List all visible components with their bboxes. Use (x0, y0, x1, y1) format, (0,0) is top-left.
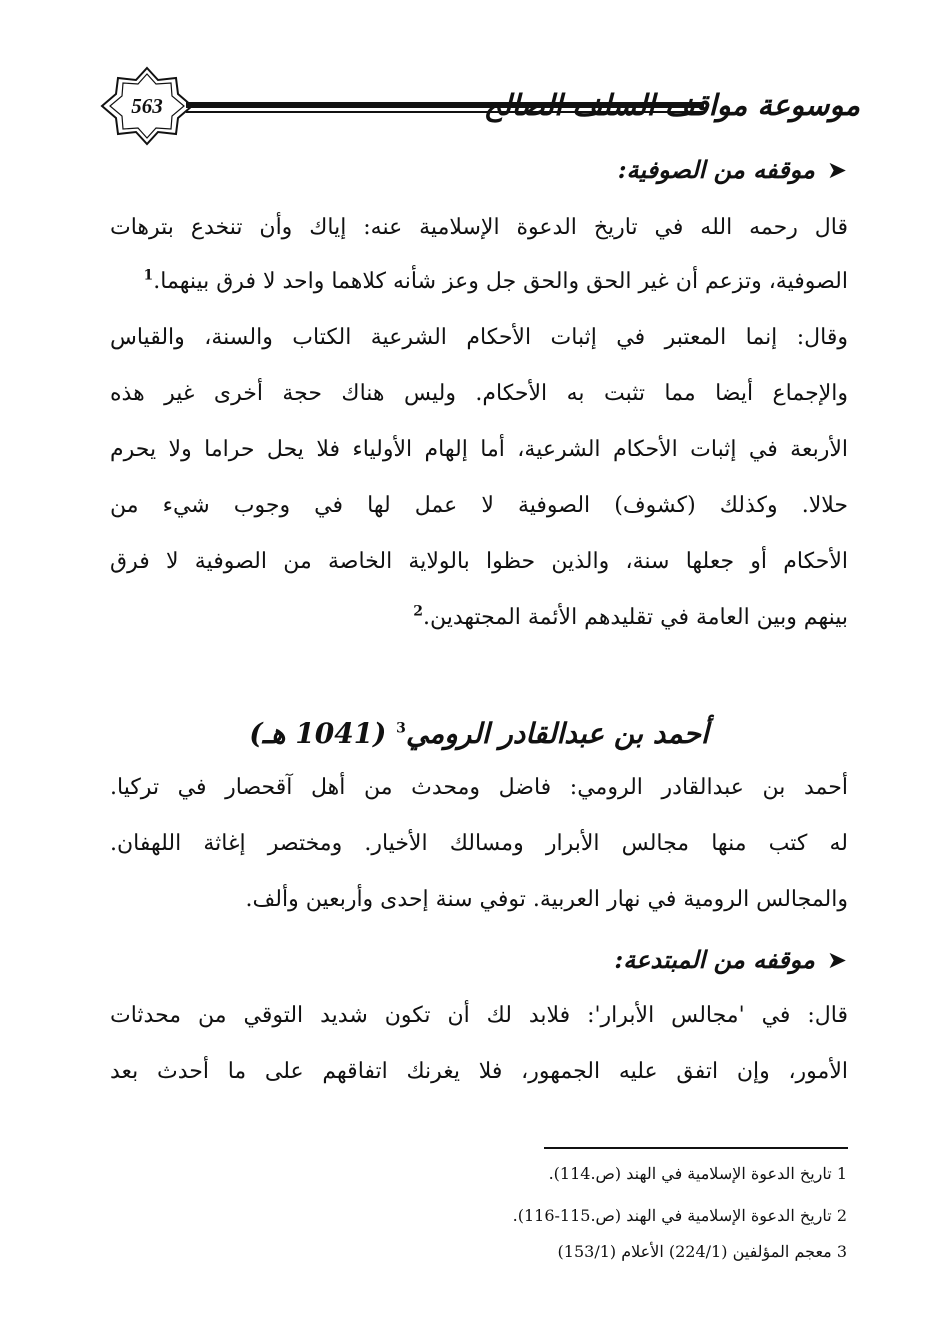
footnote-1: 1 تاريخ الدعوة الإسلامية في الهند (ص.114). (548, 1164, 847, 1183)
line-text: الصوفية، وتزعم أن غير الحق والحق جل وعز شأنه كلاهما واحد لا فرق بينهما. (153, 269, 848, 294)
page-header (100, 66, 860, 146)
paragraph-line (110, 598, 848, 638)
paragraph-line: قال: في 'مجالس الأبرار': فلابد لك أن تكون شديد التوقي من محدثات (110, 1003, 848, 1028)
paragraph-line: والإجماع أيضا مما تثبت به الأحكام. وليس هناك حجة أخرى غير هذه (110, 381, 848, 406)
section-heading-sufism (618, 150, 847, 190)
biography-line: أحمد بن عبدالقادر الرومي: فاضل ومحدث من أهل آقحصار في تركيا. (110, 775, 848, 800)
biography-line: له كتب منها مجالس الأبرار ومسالك الأخيار. ومختصر إغاثة اللهفان. (110, 831, 848, 856)
page-number: 563 (131, 93, 163, 118)
footnote-3: 3 معجم المؤلفين (224/1) الأعلام (153/1) (557, 1242, 847, 1261)
section-heading-text: موقفه من المبتدعة: (614, 945, 815, 974)
footnote-ref[interactable]: 2 (413, 603, 423, 620)
paragraph-line: قال رحمه الله في تاريخ الدعوة الإسلامية عنه: إياك وأن تنخدع بترهات (110, 215, 848, 240)
footnote-ref[interactable]: 3 (396, 720, 406, 737)
footnote-divider (544, 1147, 848, 1149)
paragraph-line: وقال: إنما المعتبر في إثبات الأحكام الشرعية الكتاب والسنة، والقياس (110, 325, 848, 350)
series-title: موسوعة مواقف السلف الصالح (483, 88, 860, 122)
footnote-ref[interactable]: 1 (143, 267, 154, 284)
paragraph-line: الأربعة في إثبات الأحكام الشرعية، أما إلهام الأولياء فلا يحل حراما ولا يحرم (110, 437, 848, 462)
paragraph-line (110, 262, 848, 302)
footnote-2: 2 تاريخ الدعوة الإسلامية في الهند (ص.115-116). (512, 1206, 847, 1225)
biography-name: أحمد بن عبدالقادر الرومي (405, 717, 709, 750)
paragraph-line: الأحكام أو جعلها سنة، والذين حظوا بالولاية الخاصة من الصوفية لا فرق (110, 549, 848, 574)
paragraph-line: الأمور، وإن اتفق عليه الجمهور، فلا يغرنك اتفاقهم على ما أحدث بعد (110, 1059, 848, 1084)
section-heading-innovators (614, 940, 847, 980)
section-heading-text: موقفه من الصوفية: (617, 155, 815, 184)
line-text: بينهم وبين العامة في تقليدهم الأئمة المجتهدين. (422, 605, 848, 630)
arrowhead-bullet-icon: ➤ (826, 156, 847, 184)
biography-heading (110, 712, 848, 756)
page-number-badge (100, 66, 194, 146)
paragraph-line: حلالا. وكذلك (كشوف) الصوفية لا عمل لها في وجوب شيء من (110, 493, 848, 518)
biography-year: (1041 هـ) (249, 717, 387, 750)
arrowhead-bullet-icon: ➤ (826, 946, 847, 974)
biography-line: والمجالس الرومية في نهار العربية. توفي سنة إحدى وأربعين وألف. (245, 887, 848, 912)
